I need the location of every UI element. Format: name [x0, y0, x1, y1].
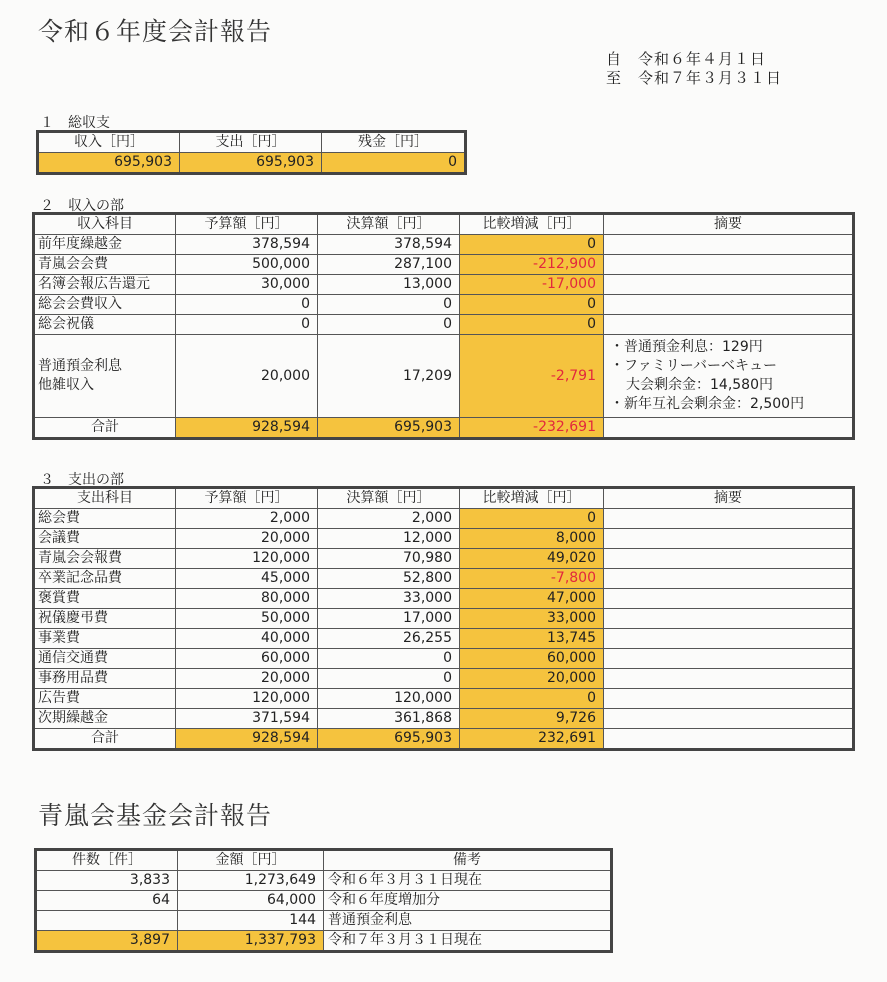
expense-note	[604, 689, 854, 709]
expense-budget: 45,000	[176, 569, 318, 589]
expense-item: 事務用品費	[34, 669, 176, 689]
expense-total-row	[34, 729, 854, 750]
fund-row	[36, 891, 612, 911]
income-note	[604, 295, 854, 315]
expense-actual: 120,000	[318, 689, 460, 709]
income-budget: 30,000	[176, 275, 318, 295]
expense-row	[34, 629, 854, 649]
expense-header-diff: 比較増減［円］	[460, 488, 604, 509]
income-item: 総会祝儀	[34, 315, 176, 335]
income-item: 青嵐会会費	[34, 255, 176, 275]
expense-actual: 2,000	[318, 509, 460, 529]
fund-memo: 普通預金利息	[324, 911, 612, 931]
income-header-budget: 予算額［円］	[176, 214, 318, 235]
expense-note	[604, 549, 854, 569]
expense-diff: 49,020	[460, 549, 604, 569]
expense-budget: 2,000	[176, 509, 318, 529]
income-table	[32, 212, 855, 440]
expense-row	[34, 649, 854, 669]
expense-diff: 0	[460, 689, 604, 709]
expense-actual: 26,255	[318, 629, 460, 649]
fund-amount: 144	[178, 911, 324, 931]
expense-budget: 60,000	[176, 649, 318, 669]
income-note	[604, 315, 854, 335]
summary-header-expense: 支出［円］	[180, 132, 322, 153]
expense-item: 青嵐会会報費	[34, 549, 176, 569]
income-total-diff: -232,691	[460, 418, 604, 439]
summary-header-balance: 残金［円］	[322, 132, 466, 153]
expense-actual: 361,868	[318, 709, 460, 729]
expense-budget: 80,000	[176, 589, 318, 609]
income-actual: 0	[318, 295, 460, 315]
income-diff: 0	[460, 235, 604, 255]
expense-row	[34, 529, 854, 549]
income-row	[34, 235, 854, 255]
income-actual: 287,100	[318, 255, 460, 275]
income-note-line: ・普通預金利息：129円	[610, 339, 763, 355]
fund-amount: 64,000	[178, 891, 324, 911]
expense-actual: 52,800	[318, 569, 460, 589]
income-actual: 0	[318, 315, 460, 335]
section1-label: １ 総収支	[40, 115, 110, 131]
income-row	[34, 315, 854, 335]
income-misc-budget: 20,000	[176, 335, 318, 418]
expense-note	[604, 629, 854, 649]
income-note-line: ・新年互礼会剰余金：2,500円	[610, 396, 805, 412]
fund-memo: 令和６年度増加分	[324, 891, 612, 911]
expense-actual: 0	[318, 649, 460, 669]
expense-item: 褒賞費	[34, 589, 176, 609]
income-misc-item2: 他雑収入	[38, 377, 94, 393]
expense-diff: 9,726	[460, 709, 604, 729]
expense-note	[604, 669, 854, 689]
fund-table	[34, 848, 613, 953]
section2-label: ２ 収入の部	[40, 198, 124, 214]
expense-actual: 17,000	[318, 609, 460, 629]
income-diff: 0	[460, 295, 604, 315]
expense-total-note	[604, 729, 854, 750]
expense-header-actual: 決算額［円］	[318, 488, 460, 509]
expense-budget: 120,000	[176, 549, 318, 569]
fund-total-row	[36, 931, 612, 952]
income-item: 名簿会報広告還元	[34, 275, 176, 295]
fund-header-memo: 備考	[324, 850, 612, 871]
expense-row	[34, 609, 854, 629]
income-misc-row	[34, 335, 854, 418]
expense-row	[34, 509, 854, 529]
expense-note	[604, 529, 854, 549]
expense-total-actual: 695,903	[318, 729, 460, 750]
summary-expense: 695,903	[180, 153, 322, 174]
income-budget: 500,000	[176, 255, 318, 275]
fund-amount: 1,273,649	[178, 871, 324, 891]
summary-header-income: 収入［円］	[38, 132, 180, 153]
expense-total-budget: 928,594	[176, 729, 318, 750]
income-budget: 378,594	[176, 235, 318, 255]
expense-header-budget: 予算額［円］	[176, 488, 318, 509]
expense-actual: 70,980	[318, 549, 460, 569]
income-total-note	[604, 418, 854, 439]
expense-header-item: 支出科目	[34, 488, 176, 509]
expense-diff: 33,000	[460, 609, 604, 629]
income-header-actual: 決算額［円］	[318, 214, 460, 235]
expense-budget: 50,000	[176, 609, 318, 629]
fund-count: 64	[36, 891, 178, 911]
fund-total-count: 3,897	[36, 931, 178, 952]
expense-row	[34, 549, 854, 569]
expense-actual: 12,000	[318, 529, 460, 549]
expense-note	[604, 569, 854, 589]
income-misc-diff: -2,791	[460, 335, 604, 418]
expense-diff: 60,000	[460, 649, 604, 669]
expense-row	[34, 709, 854, 729]
income-header-note: 摘要	[604, 214, 854, 235]
expense-item: 総会費	[34, 509, 176, 529]
income-note	[604, 255, 854, 275]
fund-header-amount: 金額［円］	[178, 850, 324, 871]
period-from: 自 令和６年４月１日	[606, 50, 767, 68]
income-header-item: 収入科目	[34, 214, 176, 235]
income-header-diff: 比較増減［円］	[460, 214, 604, 235]
expense-note	[604, 509, 854, 529]
fund-header-count: 件数［件］	[36, 850, 178, 871]
expense-note	[604, 589, 854, 609]
report-title: 令和６年度会計報告	[38, 17, 273, 46]
expense-note	[604, 709, 854, 729]
income-note-line: 大会剰余金：14,580円	[626, 377, 773, 393]
expense-budget: 20,000	[176, 669, 318, 689]
income-row	[34, 255, 854, 275]
expense-budget: 20,000	[176, 529, 318, 549]
income-total-budget: 928,594	[176, 418, 318, 439]
expense-item: 祝儀慶弔費	[34, 609, 176, 629]
expense-diff: 0	[460, 509, 604, 529]
expense-item: 広告費	[34, 689, 176, 709]
fund-total-memo: 令和７年３月３１日現在	[324, 931, 612, 952]
fund-row	[36, 871, 612, 891]
income-total-row	[34, 418, 854, 439]
expense-budget: 371,594	[176, 709, 318, 729]
income-budget: 0	[176, 295, 318, 315]
expense-header-note: 摘要	[604, 488, 854, 509]
expense-actual: 33,000	[318, 589, 460, 609]
income-total-label: 合計	[34, 418, 176, 439]
expense-total-label: 合計	[34, 729, 176, 750]
expense-table	[32, 486, 855, 751]
expense-row	[34, 569, 854, 589]
expense-diff: 8,000	[460, 529, 604, 549]
expense-note	[604, 649, 854, 669]
fund-count	[36, 911, 178, 931]
summary-table	[36, 130, 467, 175]
expense-total-diff: 232,691	[460, 729, 604, 750]
income-misc-item	[34, 335, 176, 418]
fund-title: 青嵐会基金会計報告	[38, 801, 273, 830]
expense-item: 通信交通費	[34, 649, 176, 669]
expense-diff: 47,000	[460, 589, 604, 609]
fund-row	[36, 911, 612, 931]
summary-income: 695,903	[38, 153, 180, 174]
period-to: 至 令和７年３月３１日	[606, 69, 783, 87]
expense-budget: 40,000	[176, 629, 318, 649]
expense-item: 卒業記念品費	[34, 569, 176, 589]
expense-diff: 13,745	[460, 629, 604, 649]
fund-total-amount: 1,337,793	[178, 931, 324, 952]
income-item: 前年度繰越金	[34, 235, 176, 255]
fund-count: 3,833	[36, 871, 178, 891]
income-diff: -212,900	[460, 255, 604, 275]
expense-item: 会議費	[34, 529, 176, 549]
income-note-line: ・ファミリーバーベキュー	[610, 358, 778, 374]
expense-diff: 20,000	[460, 669, 604, 689]
section3-label: ３ 支出の部	[40, 472, 124, 488]
income-diff: -17,000	[460, 275, 604, 295]
expense-row	[34, 589, 854, 609]
expense-note	[604, 609, 854, 629]
income-diff: 0	[460, 315, 604, 335]
income-misc-item1: 普通預金利息	[38, 358, 122, 374]
expense-actual: 0	[318, 669, 460, 689]
income-total-actual: 695,903	[318, 418, 460, 439]
income-note	[604, 235, 854, 255]
income-actual: 378,594	[318, 235, 460, 255]
expense-row	[34, 689, 854, 709]
income-note	[604, 275, 854, 295]
income-actual: 13,000	[318, 275, 460, 295]
fund-memo: 令和６年３月３１日現在	[324, 871, 612, 891]
income-misc-notes	[604, 335, 854, 418]
expense-diff: -7,800	[460, 569, 604, 589]
expense-budget: 120,000	[176, 689, 318, 709]
expense-row	[34, 669, 854, 689]
income-row	[34, 275, 854, 295]
expense-item: 事業費	[34, 629, 176, 649]
expense-item: 次期繰越金	[34, 709, 176, 729]
income-misc-actual: 17,209	[318, 335, 460, 418]
summary-balance: 0	[322, 153, 466, 174]
income-item: 総会会費収入	[34, 295, 176, 315]
income-budget: 0	[176, 315, 318, 335]
income-row	[34, 295, 854, 315]
